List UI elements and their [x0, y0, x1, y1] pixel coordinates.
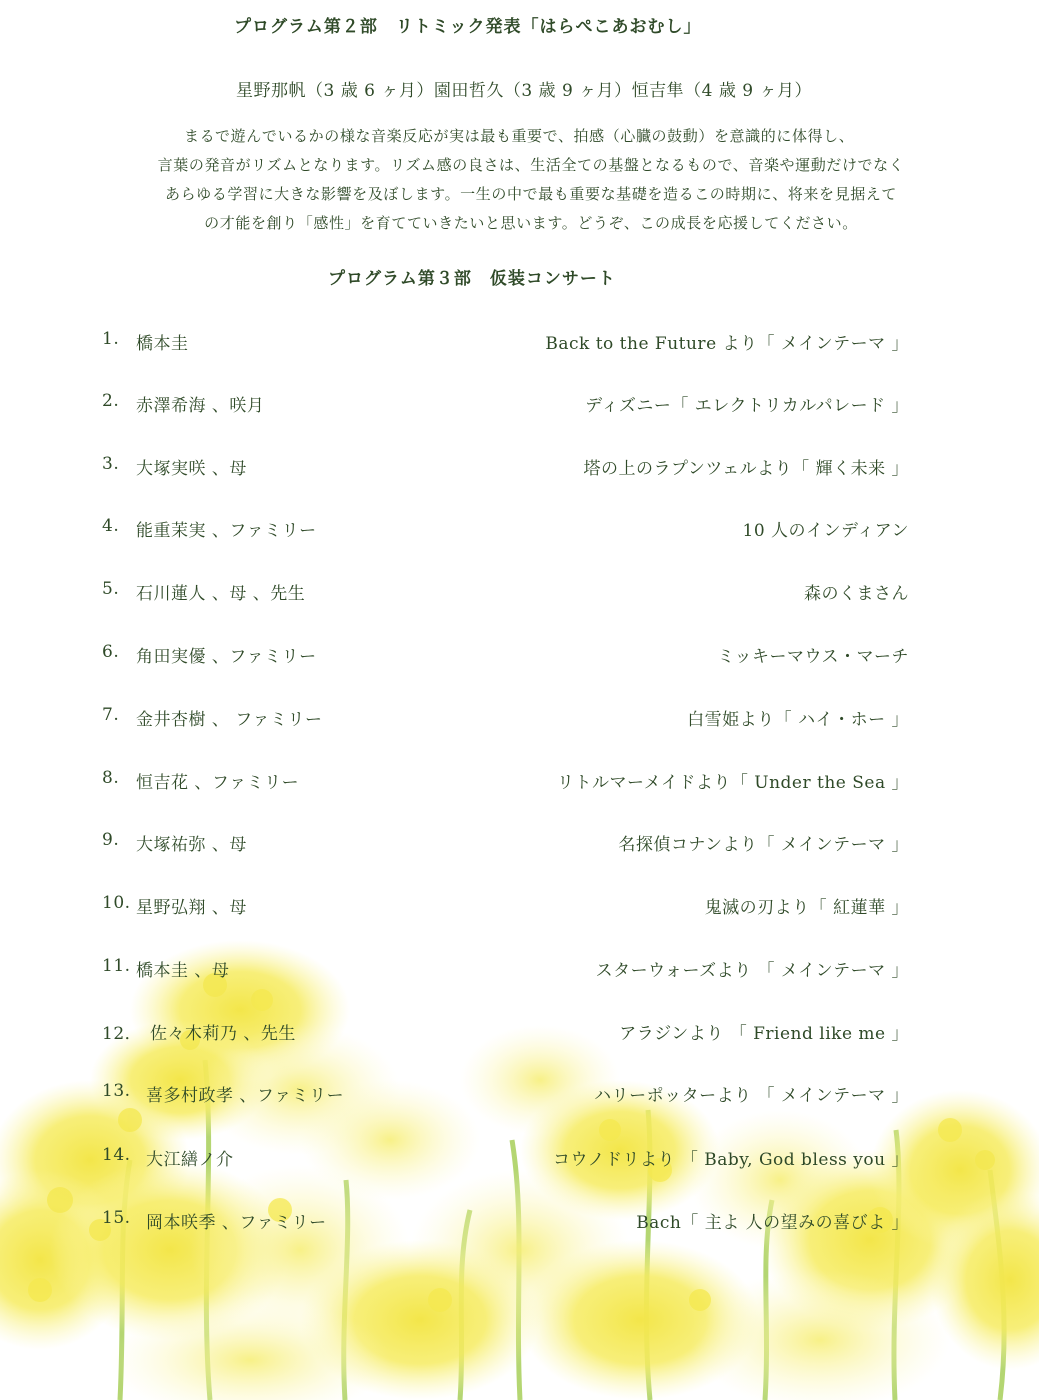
program-item: [0, 579, 1039, 607]
item-number: 8.: [102, 768, 120, 788]
performer-name: 喜多村政孝 、ファミリー: [146, 1086, 345, 1106]
piece-title: ディズニー「 エレクトリカルパレード 」: [585, 396, 909, 416]
item-number: 12．: [102, 1024, 143, 1044]
performer-name: 橋本圭: [136, 334, 189, 354]
piece-title: ハリーポッターより 「 メインテーマ 」: [594, 1086, 909, 1106]
performer-name: 能重茉実 、ファミリー: [136, 521, 317, 541]
performer-name: 佐々木莉乃 、先生: [150, 1024, 296, 1044]
performer-name: 大塚祐弥 、母: [136, 835, 247, 855]
item-number: 9.: [102, 830, 120, 850]
item-number: 1.: [102, 329, 120, 349]
piece-title: コウノドリより 「 Baby, God bless you 」: [553, 1150, 909, 1170]
piece-title: Bach「 主よ 人の望みの喜びよ 」: [636, 1213, 909, 1233]
piece-title: Back to the Future より「 メインテーマ 」: [545, 334, 909, 354]
part2-description: [96, 122, 966, 238]
performer-name: 赤澤希海 、咲月: [136, 396, 265, 416]
program-item: [0, 329, 1039, 357]
item-number: 15.: [102, 1208, 131, 1228]
piece-title: 白雪姫より「 ハイ・ホー 」: [687, 710, 909, 730]
program-item: [0, 1081, 1039, 1109]
program-item: [0, 830, 1039, 858]
piece-title: 塔の上のラプンツェルより「 輝く未来 」: [583, 459, 909, 479]
program-item: [0, 893, 1039, 921]
program-item: [0, 642, 1039, 670]
part2-title: プログラム第２部 リトミック発表「はらぺこあおむし」: [234, 17, 702, 37]
performer-name: 金井杏樹 、 ファミリー: [136, 710, 323, 730]
performer-name: 恒吉花 、ファミリー: [136, 773, 300, 793]
performer-name: 橋本圭 、母: [136, 961, 230, 981]
program-item: [0, 391, 1039, 419]
piece-title: 10 人のインディアン: [742, 521, 909, 541]
performer-name: 星野弘翔 、母: [136, 898, 247, 918]
description-line: 言葉の発音がリズムとなります。リズム感の良さは、生活全ての基盤となるもので、音楽や運動だけでなく: [157, 156, 905, 174]
item-number: 10.: [102, 893, 131, 913]
description-line: あらゆる学習に大きな影響を及ぼします。一生の中で最も重要な基礎を造るこの時期に、将来を見据えて: [164, 185, 897, 203]
program-item: [0, 1019, 1039, 1047]
description-line: まるで遊んでいるかの様な音楽反応が実は最も重要で、拍感（心臓の鼓動）を意識的に体得し、: [184, 127, 855, 145]
program-item: [0, 956, 1039, 984]
piece-title: 森のくまさん: [804, 584, 909, 604]
item-number: 13.: [102, 1081, 131, 1101]
item-number: 7.: [102, 705, 120, 725]
program-item: [0, 516, 1039, 544]
part3-title: プログラム第３部 仮装コンサート: [328, 269, 616, 289]
item-number: 14.: [102, 1145, 131, 1165]
program-item: [0, 1208, 1039, 1236]
piece-title: スターウォーズより 「 メインテーマ 」: [595, 961, 909, 981]
piece-title: ミッキーマウス・マーチ: [717, 647, 909, 667]
piece-title: アラジンより 「 Friend like me 」: [619, 1024, 909, 1044]
item-number: 3.: [102, 454, 120, 474]
piece-title: リトルマーメイドより「 Under the Sea 」: [557, 773, 909, 793]
performer-name: 岡本咲季 、ファミリー: [146, 1213, 327, 1233]
performer-name: 大江繕ノ介: [146, 1150, 234, 1170]
item-number: 6.: [102, 642, 120, 662]
program-item: [0, 454, 1039, 482]
program-item: [0, 768, 1039, 796]
performer-name: 大塚実咲 、母: [136, 459, 247, 479]
performer-name: 角田実優 、ファミリー: [136, 647, 317, 667]
program-item: [0, 705, 1039, 733]
piece-title: 名探偵コナンより「 メインテーマ 」: [618, 835, 909, 855]
part2-performers: 星野那帆（3 歳 6 ヶ月）園田哲久（3 歳 9 ヶ月）恒吉隼（4 歳 9 ヶ月）: [236, 81, 813, 101]
description-line: の才能を創り「感性」を育てていきたいと思います。どうぞ、この成長を応援してください。: [204, 214, 858, 232]
program-item: [0, 1145, 1039, 1173]
piece-title: 鬼滅の刃より「 紅蓮華 」: [704, 898, 909, 918]
item-number: 5.: [102, 579, 120, 599]
item-number: 11.: [102, 956, 131, 976]
item-number: 4.: [102, 516, 120, 536]
performer-name: 石川蓮人 、母 、先生: [136, 584, 306, 604]
item-number: 2.: [102, 391, 120, 411]
